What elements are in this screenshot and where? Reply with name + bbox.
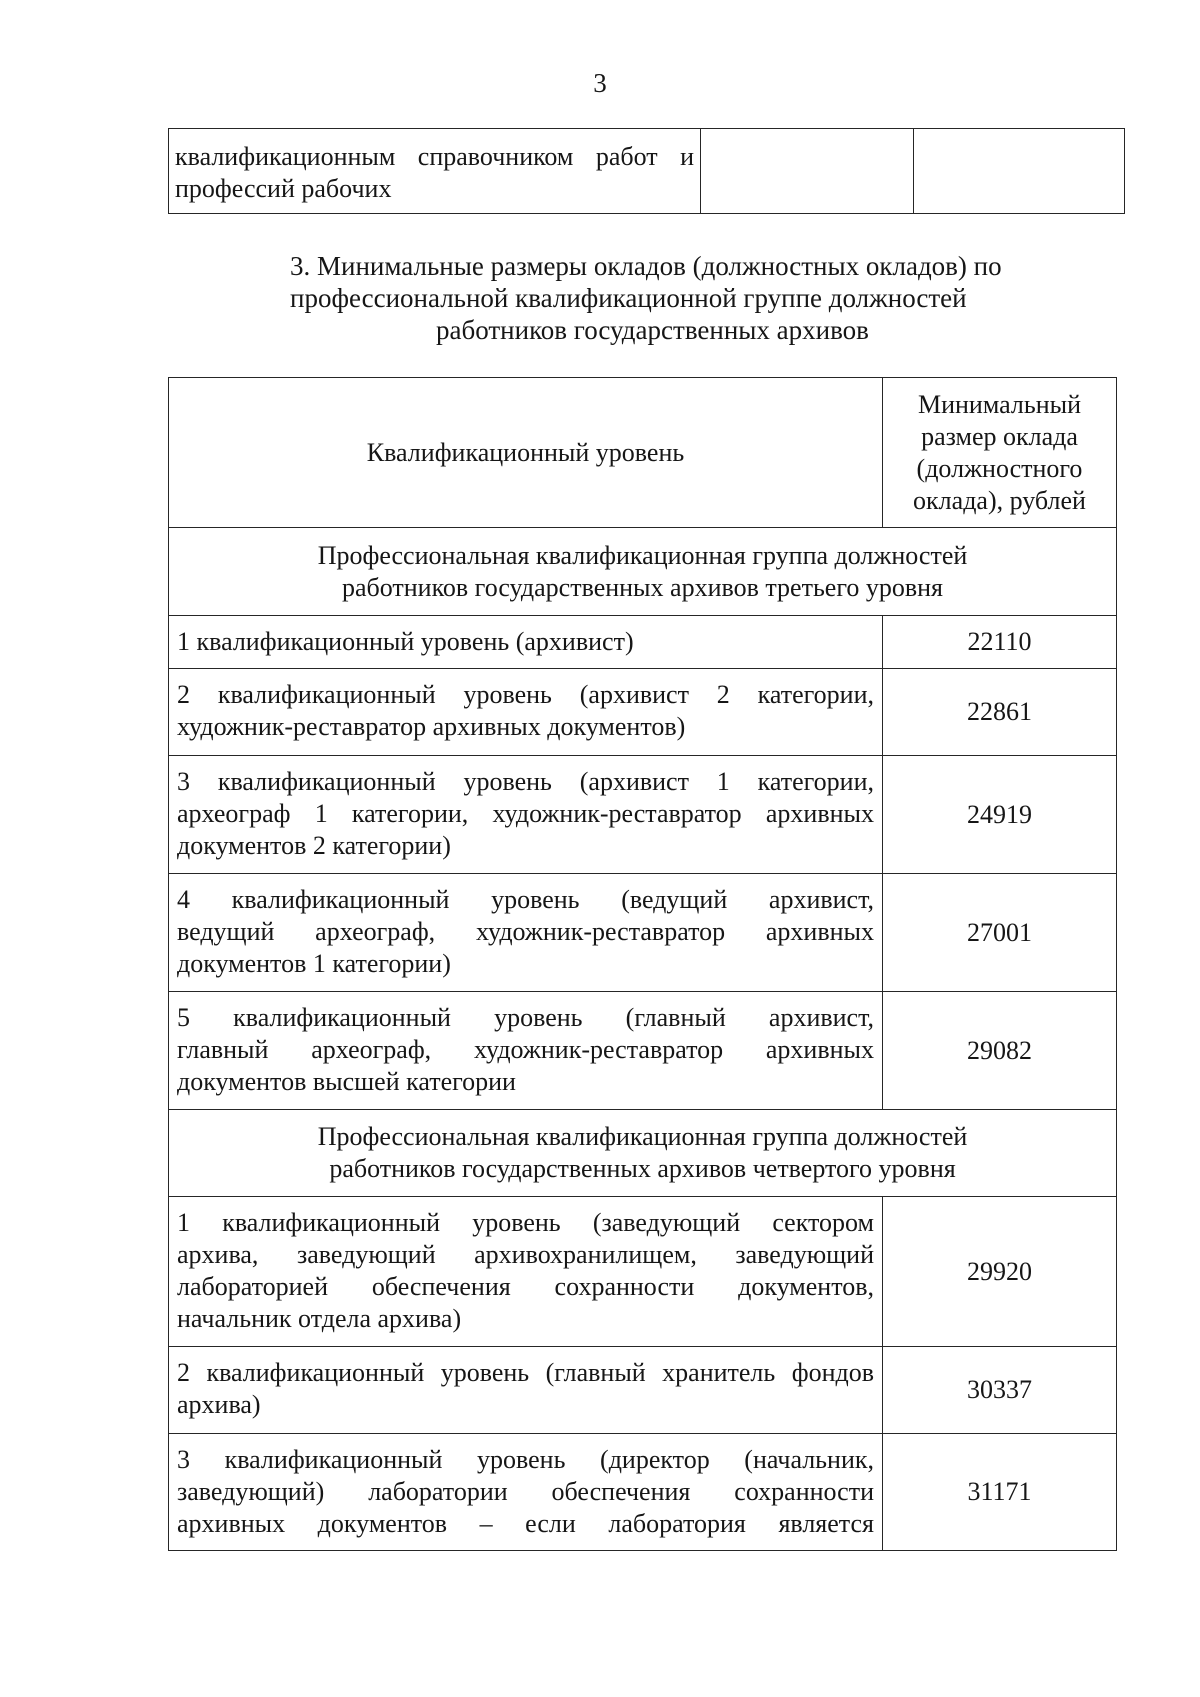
level-line: документов 2 категории) xyxy=(177,831,451,860)
column-header-level: Квалификационный уровень xyxy=(169,378,883,528)
group-title-line: Профессиональная квалификационная группа должностей xyxy=(317,540,968,570)
salary-cell: 29082 xyxy=(883,992,1117,1110)
salary-table xyxy=(168,377,1117,1551)
level-line: 2 квалификационный уровень (архивист 2 категории, xyxy=(177,680,874,709)
group-title xyxy=(169,528,1117,616)
column-header-salary xyxy=(883,378,1117,528)
level-cell xyxy=(169,756,883,874)
level-line: документов 1 категории) xyxy=(177,949,451,978)
level-line: архива, заведующий архивохранилищем, заведующий xyxy=(177,1240,874,1269)
table-row xyxy=(169,616,1117,669)
salary-cell: 30337 xyxy=(883,1347,1117,1434)
group-title-line: работников государственных архивов четвертого уровня xyxy=(329,1154,956,1183)
continued-table-fragment xyxy=(168,128,1125,214)
salary-header-line: (должностного xyxy=(916,453,1083,483)
level-line: 1 квалификационный уровень (архивист) xyxy=(177,627,634,656)
table-row xyxy=(169,1197,1117,1347)
salary-header-line: оклада), рублей xyxy=(913,485,1086,515)
group-title-line: работников государственных архивов третьего уровня xyxy=(341,572,944,602)
group-title xyxy=(169,1110,1117,1197)
level-line: 2 квалификационный уровень (главный хранитель фондов xyxy=(177,1358,874,1387)
level-line: главный археограф, художник-реставратор архивных xyxy=(177,1035,874,1064)
empty-cell xyxy=(914,129,1125,214)
group-row xyxy=(169,1110,1117,1197)
salary-cell: 29920 xyxy=(883,1197,1117,1347)
level-line: начальник отдела архива) xyxy=(177,1304,462,1333)
level-cell xyxy=(169,669,883,756)
level-line: 3 квалификационный уровень (архивист 1 категории, xyxy=(177,767,874,796)
level-line: 4 квалификационный уровень (ведущий архивист, xyxy=(177,885,874,914)
level-line: ведущий археограф, художник-реставратор архивных xyxy=(177,917,874,946)
level-line: художник-реставратор архивных документов) xyxy=(177,712,686,741)
section-heading-line: профессиональной квалификационной группе должностей xyxy=(290,283,967,313)
level-cell xyxy=(169,874,883,992)
level-cell xyxy=(169,616,883,669)
table-row xyxy=(169,1434,1117,1551)
level-line: 3 квалификационный уровень (директор (начальник, xyxy=(177,1445,874,1474)
group-row xyxy=(169,528,1117,616)
level-line: документов высшей категории xyxy=(177,1067,516,1096)
group-title-line: Профессиональная квалификационная группа должностей xyxy=(317,1122,968,1151)
empty-cell xyxy=(701,129,914,214)
continued-line: профессий рабочих xyxy=(175,174,392,203)
table-row xyxy=(169,1347,1117,1434)
table-row xyxy=(169,756,1117,874)
salary-cell: 27001 xyxy=(883,874,1117,992)
salary-cell: 22861 xyxy=(883,669,1117,756)
table-row xyxy=(169,992,1117,1110)
continued-cell-text xyxy=(169,129,701,214)
salary-cell: 22110 xyxy=(883,616,1117,669)
table-row xyxy=(169,669,1117,756)
section-heading xyxy=(240,250,1140,346)
level-line: архива) xyxy=(177,1390,261,1419)
salary-header-line: размер оклада xyxy=(921,421,1078,451)
section-heading-line: 3. Минимальные размеры окладов (должностных окладов) по xyxy=(290,251,1002,281)
level-line: архивных документов – если лаборатория является xyxy=(177,1509,874,1538)
table-header-row xyxy=(169,378,1117,528)
section-heading-line: работников государственных архивов xyxy=(436,315,869,345)
salary-cell: 24919 xyxy=(883,756,1117,874)
level-cell xyxy=(169,1347,883,1434)
level-cell xyxy=(169,1197,883,1347)
continued-line: квалификационным справочником работ и xyxy=(175,142,694,171)
level-cell xyxy=(169,1434,883,1551)
level-cell xyxy=(169,992,883,1110)
level-line: лабораторией обеспечения сохранности документов, xyxy=(177,1272,874,1301)
salary-header-line: Минимальный xyxy=(917,389,1082,419)
salary-cell: 31171 xyxy=(883,1434,1117,1551)
level-line: археограф 1 категории, художник-реставратор архивных xyxy=(177,799,874,828)
table-row xyxy=(169,874,1117,992)
level-line: 1 квалификационный уровень (заведующий сектором xyxy=(177,1208,874,1237)
level-line: 5 квалификационный уровень (главный архивист, xyxy=(177,1003,874,1032)
page-number: 3 xyxy=(593,68,607,98)
level-line: заведующий) лаборатории обеспечения сохранности xyxy=(177,1477,874,1506)
